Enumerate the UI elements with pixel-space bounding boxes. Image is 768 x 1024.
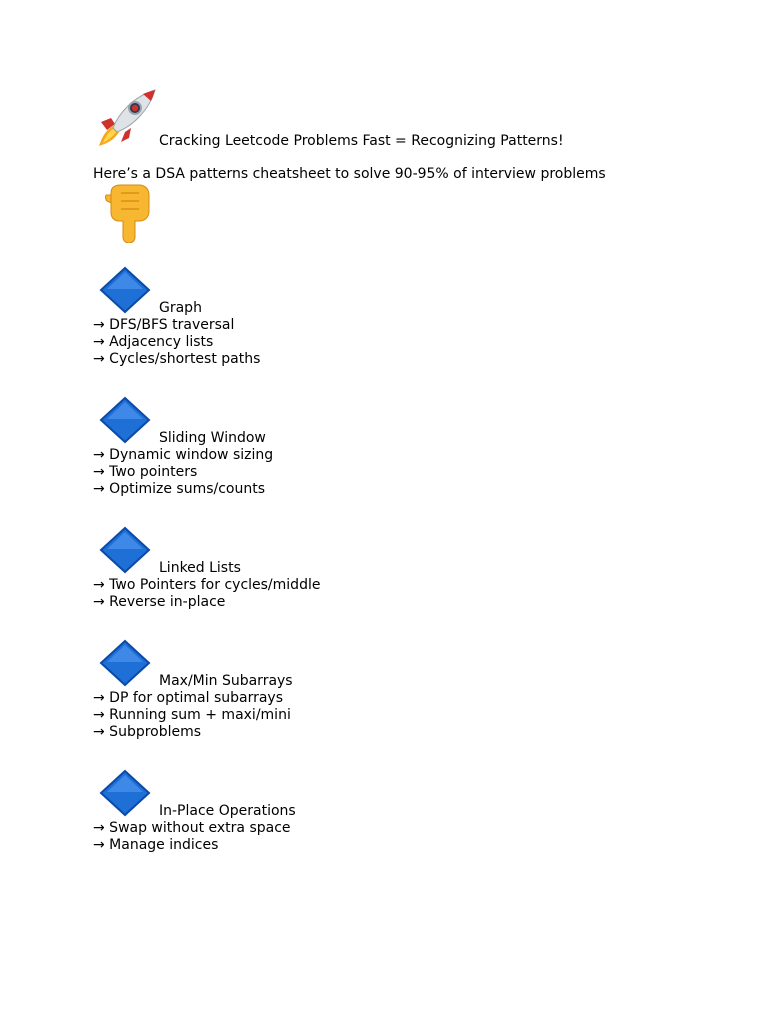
list-item: → DP for optimal subarrays [93, 690, 283, 706]
list-item: → Cycles/shortest paths [93, 350, 261, 367]
section-title: In-Place Operations [159, 803, 296, 819]
list-item: → Two Pointers for cycles/middle [93, 577, 321, 593]
section-items [93, 317, 260, 367]
section-items [93, 820, 291, 854]
blue-diamond-icon [99, 639, 151, 687]
blue-diamond-icon [99, 526, 151, 574]
list-item: → Running sum + maxi/mini [93, 706, 291, 723]
list-item: → Dynamic window sizing [93, 447, 274, 463]
page-title: Cracking Leetcode Problems Fast = Recognizing Patterns! [159, 133, 564, 149]
section-title: Sliding Window [159, 430, 266, 446]
list-item: → Manage indices [93, 836, 219, 853]
list-item: → Optimize sums/counts [93, 480, 266, 497]
intro-text: Here’s a DSA patterns cheatsheet to solve 90-95% of interview problems [93, 166, 606, 182]
pointing-down-hand-icon [105, 183, 155, 243]
document-body [93, 88, 733, 853]
list-item: → Two pointers [93, 463, 198, 480]
title-row [93, 88, 733, 148]
blue-diamond-icon [99, 266, 151, 314]
section-title: Max/Min Subarrays [159, 673, 293, 689]
list-item: → Swap without extra space [93, 820, 291, 836]
blue-diamond-icon [99, 769, 151, 817]
list-item: → Subproblems [93, 723, 202, 740]
section-items [93, 577, 320, 611]
list-item: → Reverse in-place [93, 593, 226, 610]
section-title: Linked Lists [159, 560, 241, 576]
section-title: Graph [159, 300, 202, 316]
rocket-icon [93, 88, 157, 148]
list-item: → Adjacency lists [93, 333, 214, 350]
section-items [93, 690, 291, 740]
list-item: → DFS/BFS traversal [93, 317, 235, 333]
section-items [93, 447, 273, 497]
blue-diamond-icon [99, 396, 151, 444]
